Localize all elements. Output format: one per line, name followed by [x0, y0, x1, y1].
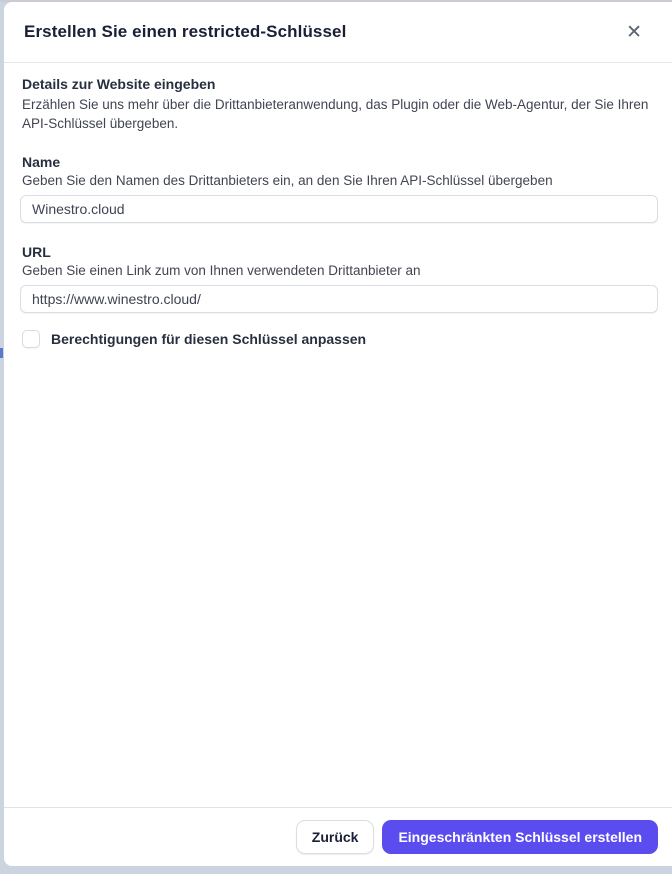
section-heading: Details zur Website eingeben [22, 76, 216, 92]
backdrop-artifact [0, 348, 3, 358]
customize-permissions-label[interactable]: Berechtigungen für diesen Schlüssel anpassen [51, 331, 367, 348]
customize-permissions-row [22, 330, 658, 348]
back-button[interactable]: Zurück [296, 820, 375, 854]
url-input[interactable] [20, 285, 658, 313]
modal-header [4, 2, 672, 63]
section-description: Erzählen Sie uns mehr über die Drittanbieteranwendung, das Plugin oder die Web-Agentur, der Sie Ihren API-Schlüssel übergeben. [22, 97, 649, 132]
modal-footer [4, 807, 672, 866]
url-field-hint: Geben Sie einen Link zum von Ihnen verwendeten Drittanbieter an [22, 263, 421, 279]
modal-body [4, 63, 672, 807]
customize-permissions-checkbox[interactable] [22, 330, 40, 348]
modal-title: Erstellen Sie einen restricted-Schlüssel [24, 22, 347, 41]
name-input[interactable] [20, 195, 658, 223]
create-restricted-key-button[interactable]: Eingeschränkten Schlüssel erstellen [382, 820, 658, 854]
close-icon[interactable]: ✕ [622, 19, 646, 46]
name-field-label: Name [22, 154, 61, 171]
create-restricted-key-modal [4, 2, 672, 866]
url-field-label: URL [22, 244, 51, 261]
name-field-hint: Geben Sie den Namen des Drittanbieters ein, an den Sie Ihren API-Schlüssel übergeben [22, 173, 553, 189]
